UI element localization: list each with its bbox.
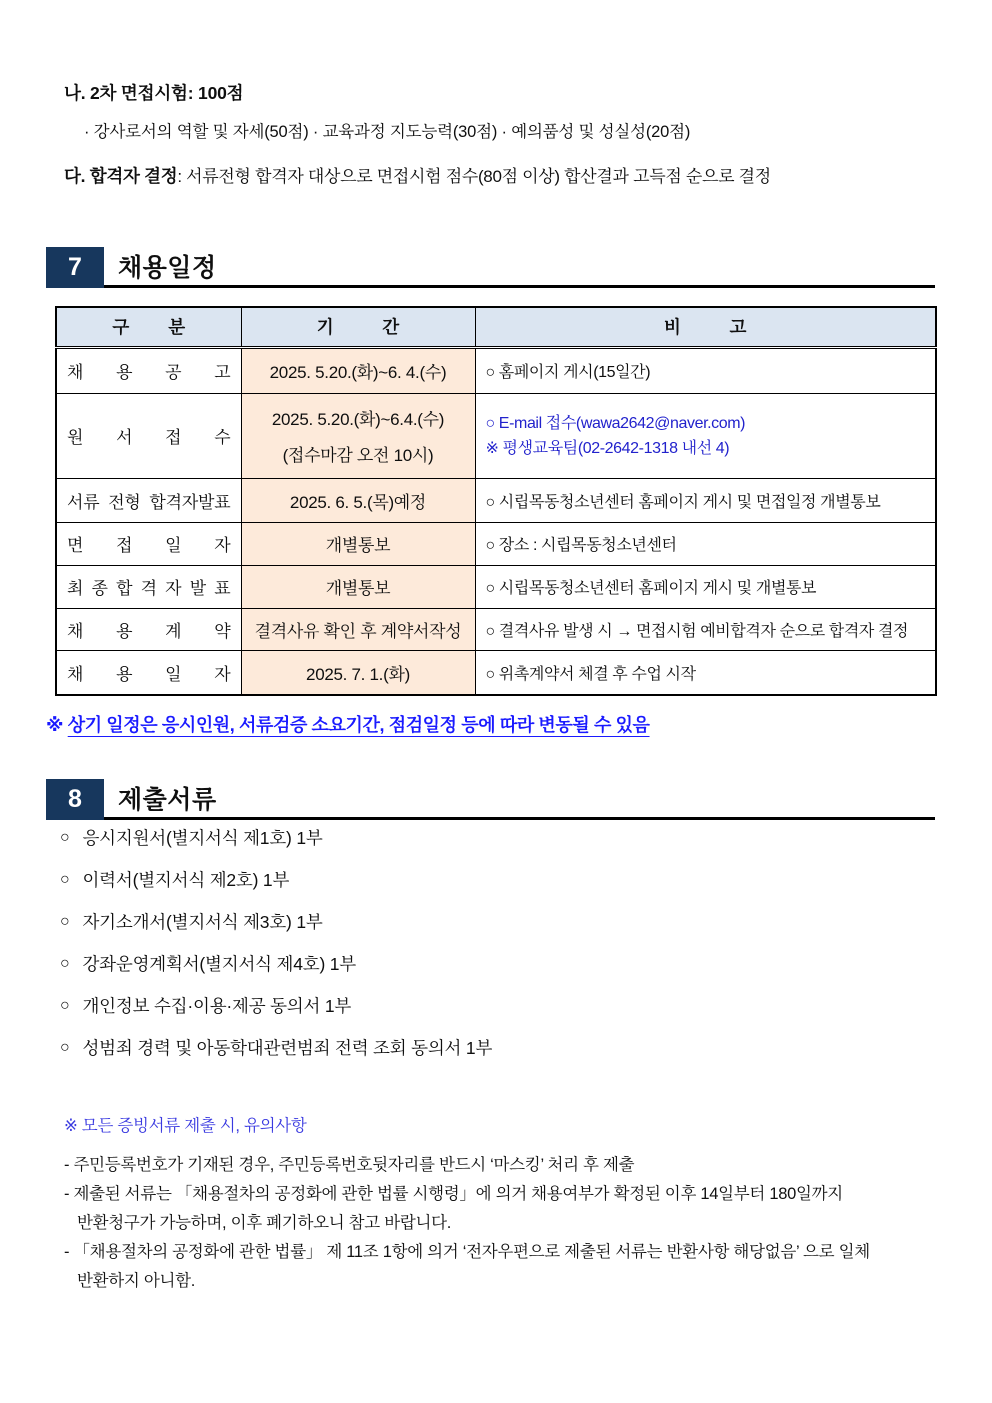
section-7-title: 채용일정 <box>118 254 217 282</box>
circle-bullet-icon: ○ <box>60 829 70 846</box>
row-category: 최 종 합 격 자 발 표 <box>56 565 241 608</box>
section-8-title: 제출서류 <box>118 786 217 814</box>
table-row <box>56 522 936 565</box>
list-item <box>60 994 492 1018</box>
schedule-change-text: 상기 일정은 응시인원, 서류검증 소요기간, 점검일정 등에 따라 변동될 수 있음 <box>67 715 650 735</box>
row-category: 원 서 접 수 <box>56 393 241 478</box>
table-row <box>56 650 936 695</box>
notice-line-continued: 반환하지 아니함. <box>77 1272 196 1290</box>
list-item <box>60 868 492 892</box>
interview-score-criteria: · 강사로서의 역할 및 자세(50점) · 교육과정 지도능력(30점) · 예의품성 및 성실성(20점) <box>84 123 691 141</box>
row-period: 개별통보 <box>241 522 475 565</box>
list-item <box>60 952 492 976</box>
row-period: 개별통보 <box>241 565 475 608</box>
circle-bullet-icon: ○ <box>60 913 70 930</box>
row-category: 채 용 일 자 <box>56 650 241 695</box>
row-category: 채 용 공 고 <box>56 347 241 393</box>
row-note: ○ 홈페이지 게시(15일간) <box>475 347 936 393</box>
list-item-text: 응시지원서(별지서식 제1호) 1부 <box>82 828 323 848</box>
notice-line: - 제출된 서류는 「채용절차의 공정화에 관한 법률 시행령」에 의거 채용여부가 확정된 이후 14일부터 180일까지 <box>64 1185 843 1203</box>
section-7-underline <box>102 285 935 288</box>
row-note-line1: ○ E-mail 접수(wawa2642@naver.com) <box>485 414 746 432</box>
row-period: 2025. 7. 1.(화) <box>241 650 475 695</box>
notice-line: - 주민등록번호가 기재된 경우, 주민등록번호뒷자리를 반드시 ‘마스킹’ 처리 후 제출 <box>64 1156 635 1174</box>
notices-title: ※ 모든 증빙서류 제출 시, 유의사항 <box>64 1117 307 1135</box>
hiring-schedule-table <box>55 306 937 696</box>
notice-line: - 「채용절차의 공정화에 관한 법률」 제 11조 1항에 의거 ‘전자우편으로 제출된 서류는 반환사항 해당없음’ 으로 일체 <box>64 1243 870 1261</box>
list-item <box>60 826 492 850</box>
list-item-text: 개인정보 수집·이용·제공 동의서 1부 <box>82 996 352 1016</box>
section-7-number-badge: 7 <box>46 247 104 288</box>
header-note: 비 고 <box>475 307 936 347</box>
table-row <box>56 393 936 478</box>
row-note-line2: ※ 평생교육팀(02-2642-1318 내선 4) <box>485 439 730 457</box>
table-row <box>56 565 936 608</box>
row-period: 결격사유 확인 후 계약서작성 <box>241 608 475 650</box>
circle-bullet-icon: ○ <box>60 871 70 888</box>
row-note <box>475 393 936 478</box>
section-8-number-badge: 8 <box>46 779 104 820</box>
row-period <box>241 393 475 478</box>
row-note: ○ 장소 : 시립목동청소년센터 <box>475 522 936 565</box>
list-item-text: 이력서(별지서식 제2호) 1부 <box>82 870 290 890</box>
row-period-line2: (접수마감 오전 10시) <box>282 446 434 465</box>
row-period: 2025. 5.20.(화)~6. 4.(수) <box>241 347 475 393</box>
schedule-change-footnote <box>46 711 650 737</box>
pass-decision-label: 다. 합격자 결정 <box>64 166 178 186</box>
reference-mark: ※ <box>46 715 68 735</box>
pass-decision-line <box>64 162 771 188</box>
list-item-text: 자기소개서(별지서식 제3호) 1부 <box>82 912 323 932</box>
row-note: ○ 결격사유 발생 시 → 면접시험 예비합격자 순으로 합격자 결정 <box>475 608 936 650</box>
notice-line-continued: 반환청구가 가능하며, 이후 폐기하오니 참고 바랍니다. <box>77 1214 452 1232</box>
table-row <box>56 478 936 522</box>
list-item-text: 성범죄 경력 및 아동학대관련범죄 전력 조회 동의서 1부 <box>82 1038 493 1058</box>
section-7-header <box>46 247 935 288</box>
table-header-row <box>56 307 936 347</box>
row-note: ○ 시립목동청소년센터 홈페이지 게시 및 면접일정 개별통보 <box>475 478 936 522</box>
circle-bullet-icon: ○ <box>60 955 70 972</box>
row-note: ○ 위촉계약서 체결 후 수업 시작 <box>475 650 936 695</box>
list-item <box>60 910 492 934</box>
pass-decision-text: : 서류전형 합격자 대상으로 면접시험 점수(80점 이상) 합산결과 고득점 순으로 결정 <box>177 167 771 186</box>
header-category: 구 분 <box>56 307 241 347</box>
list-item-text: 강좌운영계획서(별지서식 제4호) 1부 <box>82 954 356 974</box>
section-8-header <box>46 779 935 820</box>
circle-bullet-icon: ○ <box>60 997 70 1014</box>
submission-documents-list <box>60 826 492 1078</box>
row-note: ○ 시립목동청소년센터 홈페이지 게시 및 개별통보 <box>475 565 936 608</box>
interview-score-heading: 나. 2차 면접시험: 100점 <box>64 83 244 103</box>
table-row <box>56 608 936 650</box>
row-period-line1: 2025. 5.20.(화)~6.4.(수) <box>271 410 445 429</box>
row-category: 면 접 일 자 <box>56 522 241 565</box>
section-8-underline <box>102 817 935 820</box>
table-row <box>56 347 936 393</box>
row-category: 채 용 계 약 <box>56 608 241 650</box>
row-period: 2025. 6. 5.(목)예정 <box>241 478 475 522</box>
list-item <box>60 1036 492 1060</box>
circle-bullet-icon: ○ <box>60 1039 70 1056</box>
header-period: 기 간 <box>241 307 475 347</box>
row-category: 서류 전형 합격자발표 <box>56 478 241 522</box>
document-notices <box>64 1114 870 1296</box>
